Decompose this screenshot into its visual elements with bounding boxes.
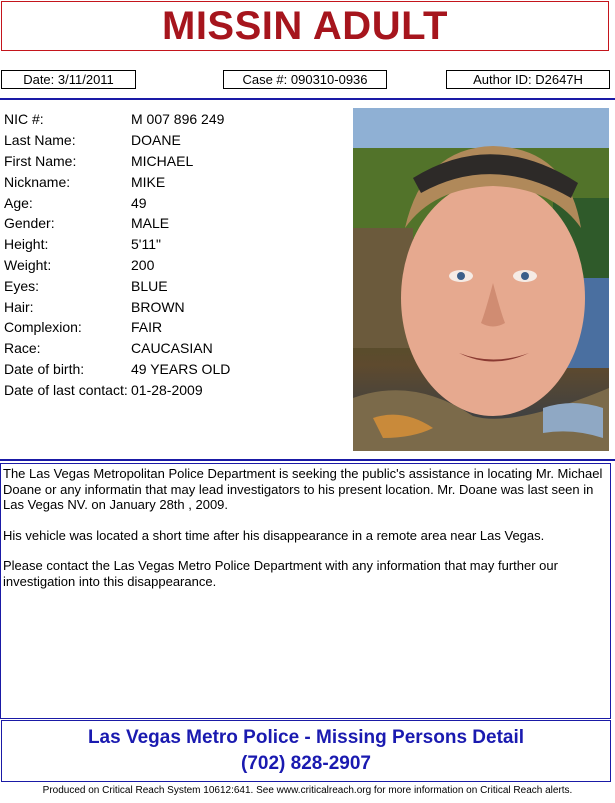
- author-id-field: Author ID: D2647H: [446, 70, 610, 89]
- case-number-field: Case #: 090310-0936: [223, 70, 387, 89]
- title-banner: [1, 1, 609, 51]
- contact-phone: (702) 828-2907: [241, 753, 371, 774]
- detail-row-gender: [4, 213, 230, 234]
- divider-middle: [0, 459, 615, 461]
- detail-value: M 007 896 249: [131, 111, 225, 128]
- detail-row-date-of-birth: [4, 359, 230, 380]
- person-photo: [353, 108, 609, 451]
- agency-name: Las Vegas Metro Police - Missing Persons Detail: [87, 727, 525, 748]
- detail-value: FAIR: [131, 319, 163, 336]
- detail-label: Age:: [4, 194, 33, 211]
- detail-value: BROWN: [131, 298, 185, 315]
- detail-value: MIKE: [131, 173, 166, 190]
- person-details: [4, 109, 230, 400]
- description-paragraph-1: The Las Vegas Metropolitan Police Department is seeking the public's assistance in locating Mr. Michael Doane or any informatin that may lead investigators to his present location. Mr. Doane was last seen in Las Vegas NV. on January 28th , 2009.: [3, 466, 603, 512]
- divider-top: [0, 98, 615, 100]
- detail-label: Date of last contact:: [4, 381, 128, 398]
- detail-label: Last Name:: [4, 132, 76, 149]
- detail-label: Date of birth:: [4, 360, 85, 377]
- detail-value: BLUE: [131, 277, 168, 294]
- detail-row-height: [4, 234, 230, 255]
- detail-value: 01-28-2009: [131, 381, 203, 398]
- detail-value: CAUCASIAN: [131, 340, 213, 357]
- detail-label: Gender:: [4, 215, 55, 232]
- detail-label: Hair:: [4, 298, 34, 315]
- person-photo-illustration: [353, 108, 609, 451]
- description-paragraph-2: His vehicle was located a short time after his disappearance in a remote area near Las Vegas.: [3, 527, 545, 543]
- credit-line: Produced on Critical Reach System 10612:641. See www.criticalreach.org for more information on Critical Reach alerts.: [42, 785, 573, 796]
- detail-label: Weight:: [4, 256, 52, 273]
- detail-row-hair: [4, 296, 230, 317]
- detail-label: Race:: [4, 340, 41, 357]
- detail-value: 49 YEARS OLD: [131, 360, 231, 377]
- description-paragraph-3: Please contact the Las Vegas Metro Police Department with any information that may further our investigation into this disappearance.: [3, 558, 558, 589]
- detail-row-eyes: [4, 275, 230, 296]
- detail-value: DOANE: [131, 132, 181, 149]
- detail-row-first-name: [4, 151, 230, 172]
- page-title: MISSIN ADULT: [162, 3, 448, 48]
- detail-row-race: [4, 338, 230, 359]
- detail-label: Eyes:: [4, 277, 40, 294]
- detail-label: Nickname:: [4, 173, 71, 190]
- detail-row-nic: [4, 109, 230, 130]
- detail-value: 5'11": [131, 236, 161, 253]
- detail-row-nickname: [4, 171, 230, 192]
- contact-footer: [1, 720, 611, 782]
- detail-label: NIC #:: [4, 111, 44, 128]
- detail-row-last-contact: [4, 379, 230, 400]
- detail-row-complexion: [4, 317, 230, 338]
- detail-label: First Name:: [4, 152, 77, 169]
- detail-value: MICHAEL: [131, 152, 194, 169]
- description-box: [0, 463, 611, 719]
- detail-value: MALE: [131, 215, 170, 232]
- detail-label: Complexion:: [4, 319, 82, 336]
- detail-row-last-name: [4, 130, 230, 151]
- detail-row-age: [4, 192, 230, 213]
- detail-value: 200: [131, 256, 155, 273]
- detail-value: 49: [131, 194, 147, 211]
- detail-label: Height:: [4, 236, 49, 253]
- date-field: Date: 3/11/2011: [1, 70, 136, 89]
- detail-row-weight: [4, 255, 230, 276]
